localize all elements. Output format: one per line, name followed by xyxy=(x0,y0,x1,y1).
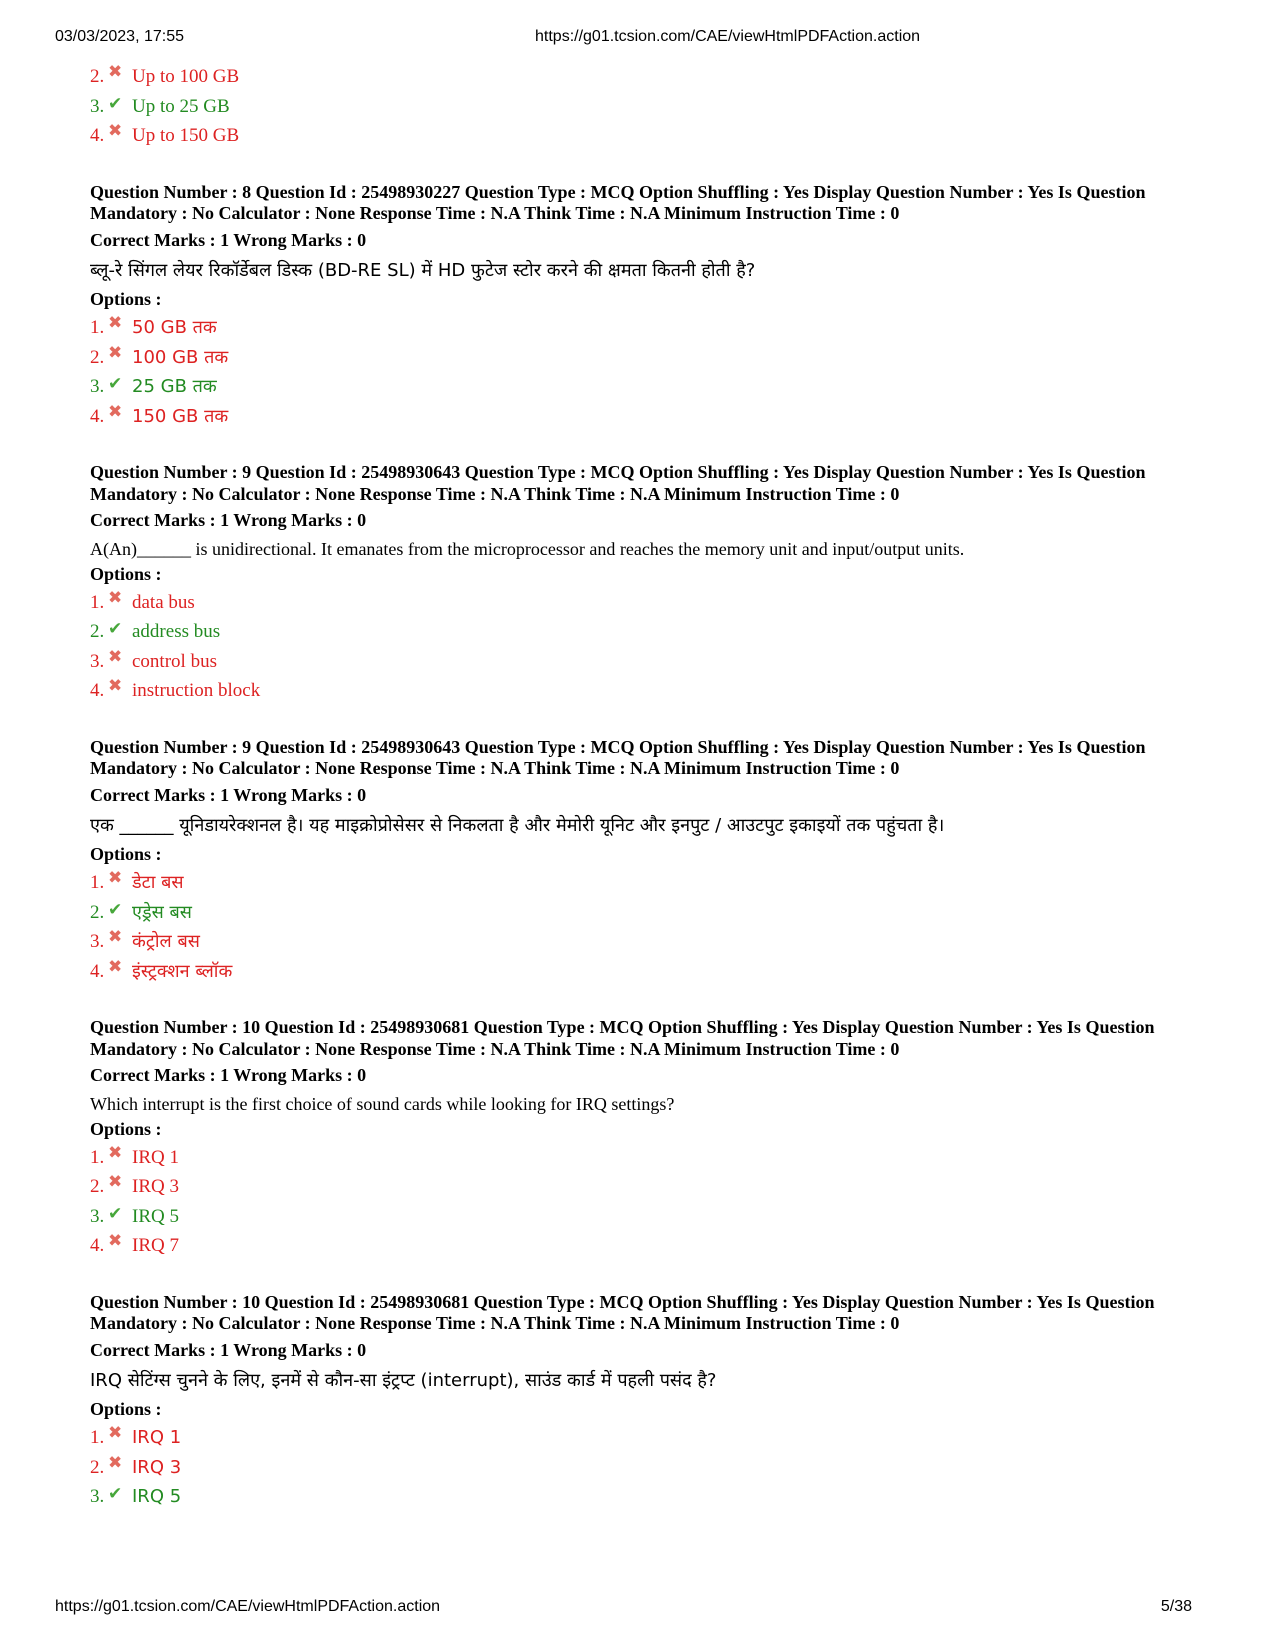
cross-icon: ✖ xyxy=(108,1231,123,1251)
print-datetime: 03/03/2023, 17:55 xyxy=(55,28,185,45)
question-marks: Correct Marks : 1 Wrong Marks : 0 xyxy=(90,510,367,530)
option-item xyxy=(90,1143,1220,1173)
options-list xyxy=(90,868,1220,986)
cross-icon: ✖ xyxy=(108,868,123,888)
option-item xyxy=(90,1423,1220,1453)
question-block xyxy=(90,182,1220,432)
check-icon: ✔ xyxy=(108,374,123,394)
option-number: 1. xyxy=(90,872,105,893)
option-text: control bus xyxy=(132,650,217,672)
check-icon: ✔ xyxy=(108,619,123,639)
options-label: Options : xyxy=(90,563,162,584)
option-number: 3. xyxy=(90,931,105,952)
option-text: address bus xyxy=(132,621,221,642)
option-number: 3. xyxy=(90,650,105,672)
option-number: 2. xyxy=(90,621,105,642)
option-number: 2. xyxy=(90,901,105,923)
option-item xyxy=(90,647,1220,677)
options-list xyxy=(90,588,1220,706)
option-number: 3. xyxy=(90,376,105,397)
question-metadata: Question Number : 10 Question Id : 25498930681 Question Type : MCQ Option Shuffling : Yes Display Question Number : Yes Is Question Mandatory : No Calculator : None Response Time : N.A Think Time : N.A Minimum Instruction Time : 0 xyxy=(90,1017,1155,1059)
question-marks: Correct Marks : 1 Wrong Marks : 0 xyxy=(90,784,367,805)
options-label: Options : xyxy=(90,1118,162,1139)
check-icon: ✔ xyxy=(108,93,123,114)
option-item xyxy=(90,927,1220,957)
option-number: 3. xyxy=(90,95,105,117)
option-item xyxy=(90,62,1220,92)
cross-icon: ✖ xyxy=(108,646,123,667)
option-item xyxy=(90,1172,1220,1202)
option-number: 2. xyxy=(90,346,105,368)
option-text: IRQ 1 xyxy=(132,1146,179,1168)
option-text: IRQ 7 xyxy=(132,1235,179,1256)
question-block xyxy=(90,1292,1220,1512)
options-list xyxy=(90,1423,1220,1512)
option-text: IRQ 5 xyxy=(132,1486,182,1507)
question-metadata: Question Number : 8 Question Id : 25498930227 Question Type : MCQ Option Shuffling : Yes Display Question Number : Yes Is Question Mandatory : No Calculator : None Response Time : N.A Think Time : N.A Minimum Instruction Time : 0 xyxy=(90,181,1146,223)
question-metadata: Question Number : 9 Question Id : 25498930643 Question Type : MCQ Option Shuffling : Yes Display Question Number : Yes Is Question Mandatory : No Calculator : None Response Time : N.A Think Time : N.A Minimum Instruction Time : 0 xyxy=(90,736,1146,778)
footer-url: https://g01.tcsion.com/CAE/viewHtmlPDFAction.action xyxy=(55,1598,441,1615)
cross-icon: ✖ xyxy=(108,587,123,608)
cross-icon: ✖ xyxy=(108,1452,123,1473)
option-item xyxy=(90,588,1220,618)
option-text: कंट्रोल बस xyxy=(132,931,200,952)
options-label: Options : xyxy=(90,1399,162,1419)
cross-icon: ✖ xyxy=(108,1142,123,1163)
option-item xyxy=(90,676,1220,706)
option-item xyxy=(90,1202,1220,1232)
option-number: 2. xyxy=(90,1456,105,1478)
option-text: 25 GB तक xyxy=(132,376,217,397)
option-item xyxy=(90,1482,1220,1512)
option-text: instruction block xyxy=(132,680,261,701)
option-number: 1. xyxy=(90,1146,105,1168)
header-url: https://g01.tcsion.com/CAE/viewHtmlPDFAction.action xyxy=(535,28,921,45)
cross-icon: ✖ xyxy=(108,62,123,82)
carryover-options xyxy=(90,62,1220,151)
option-item xyxy=(90,372,1220,402)
option-item xyxy=(90,1453,1220,1483)
option-item xyxy=(90,868,1220,898)
option-item xyxy=(90,313,1220,343)
option-text: IRQ 5 xyxy=(132,1205,179,1227)
options-label: Options : xyxy=(90,844,162,864)
cross-icon: ✖ xyxy=(108,121,123,141)
option-item xyxy=(90,121,1220,151)
option-number: 4. xyxy=(90,125,105,146)
option-number: 1. xyxy=(90,317,105,338)
option-number: 4. xyxy=(90,405,105,427)
option-text: IRQ 3 xyxy=(132,1176,179,1197)
option-number: 4. xyxy=(90,680,105,701)
question-text: ब्लू-रे सिंगल लेयर रिकॉर्डेबल डिस्क (BD-RE SL) में HD फुटेज स्टोर करने की क्षमता कितनी होती है? xyxy=(90,260,756,281)
question-text: एक ______ यूनिडायरेक्शनल है। यह माइक्रोप्रोसेसर से निकलता है और मेमोरी यूनिट और इनपुट / आउटपुट इकाइयों तक पहुंचता है। xyxy=(90,815,945,836)
option-number: 3. xyxy=(90,1205,105,1227)
page-number: 5/38 xyxy=(1160,1598,1192,1615)
question-metadata: Question Number : 10 Question Id : 25498930681 Question Type : MCQ Option Shuffling : Yes Display Question Number : Yes Is Question Mandatory : No Calculator : None Response Time : N.A Think Time : N.A Minimum Instruction Time : 0 xyxy=(90,1291,1155,1333)
option-item xyxy=(90,898,1220,928)
cross-icon: ✖ xyxy=(108,1423,123,1443)
option-number: 2. xyxy=(90,1176,105,1197)
option-text: Up to 25 GB xyxy=(132,95,230,117)
option-number: 3. xyxy=(90,1486,105,1507)
cross-icon: ✖ xyxy=(108,401,123,422)
option-number: 4. xyxy=(90,1235,105,1256)
option-number: 1. xyxy=(90,591,105,613)
option-number: 2. xyxy=(90,66,105,87)
question-block xyxy=(90,737,1220,987)
question-metadata: Question Number : 9 Question Id : 25498930643 Question Type : MCQ Option Shuffling : Yes Display Question Number : Yes Is Question Mandatory : No Calculator : None Response Time : N.A Think Time : N.A Minimum Instruction Time : 0 xyxy=(90,462,1146,504)
option-item xyxy=(90,1231,1220,1261)
question-list xyxy=(90,182,1220,1512)
option-item xyxy=(90,957,1220,987)
question-text: A(An)______ is unidirectional. It emanates from the microprocessor and reaches the memory unit and input/output units. xyxy=(90,538,965,559)
option-text: 100 GB तक xyxy=(132,346,229,368)
options-list xyxy=(90,313,1220,431)
option-item xyxy=(90,402,1220,432)
option-text: एड्रेस बस xyxy=(132,901,192,923)
option-text: IRQ 1 xyxy=(132,1427,182,1448)
cross-icon: ✖ xyxy=(108,1172,123,1192)
option-text: IRQ 3 xyxy=(132,1456,182,1478)
check-icon: ✔ xyxy=(108,1484,123,1504)
option-text: 50 GB तक xyxy=(132,317,217,338)
option-number: 1. xyxy=(90,1427,105,1448)
question-text: Which interrupt is the first choice of sound cards while looking for IRQ settings? xyxy=(90,1093,675,1114)
cross-icon: ✖ xyxy=(108,313,123,333)
options-list xyxy=(90,1143,1220,1261)
option-item xyxy=(90,92,1220,122)
option-text: डेटा बस xyxy=(132,872,184,893)
option-item xyxy=(90,343,1220,373)
question-marks: Correct Marks : 1 Wrong Marks : 0 xyxy=(90,1065,367,1085)
option-text: इंस्ट्रक्शन ब्लॉक xyxy=(132,960,233,982)
options-label: Options : xyxy=(90,289,162,309)
question-paper-content xyxy=(90,62,1220,1512)
check-icon: ✔ xyxy=(108,1203,123,1224)
option-text: data bus xyxy=(132,591,195,613)
option-text: 150 GB तक xyxy=(132,405,229,427)
option-item xyxy=(90,617,1220,647)
question-block xyxy=(90,462,1220,706)
cross-icon: ✖ xyxy=(108,956,123,977)
cross-icon: ✖ xyxy=(108,342,123,363)
option-text: Up to 150 GB xyxy=(132,125,240,146)
question-marks: Correct Marks : 1 Wrong Marks : 0 xyxy=(90,1339,367,1360)
cross-icon: ✖ xyxy=(108,676,123,696)
check-icon: ✔ xyxy=(108,899,123,920)
question-marks: Correct Marks : 1 Wrong Marks : 0 xyxy=(90,229,367,250)
question-text: IRQ सेटिंग्स चुनने के लिए, इनमें से कौन-सा इंट्रप्ट (interrupt), साउंड कार्ड में पहली पसंद है? xyxy=(90,1370,717,1391)
question-block xyxy=(90,1017,1220,1261)
option-number: 4. xyxy=(90,960,105,982)
option-text: Up to 100 GB xyxy=(132,66,240,87)
cross-icon: ✖ xyxy=(108,927,123,947)
